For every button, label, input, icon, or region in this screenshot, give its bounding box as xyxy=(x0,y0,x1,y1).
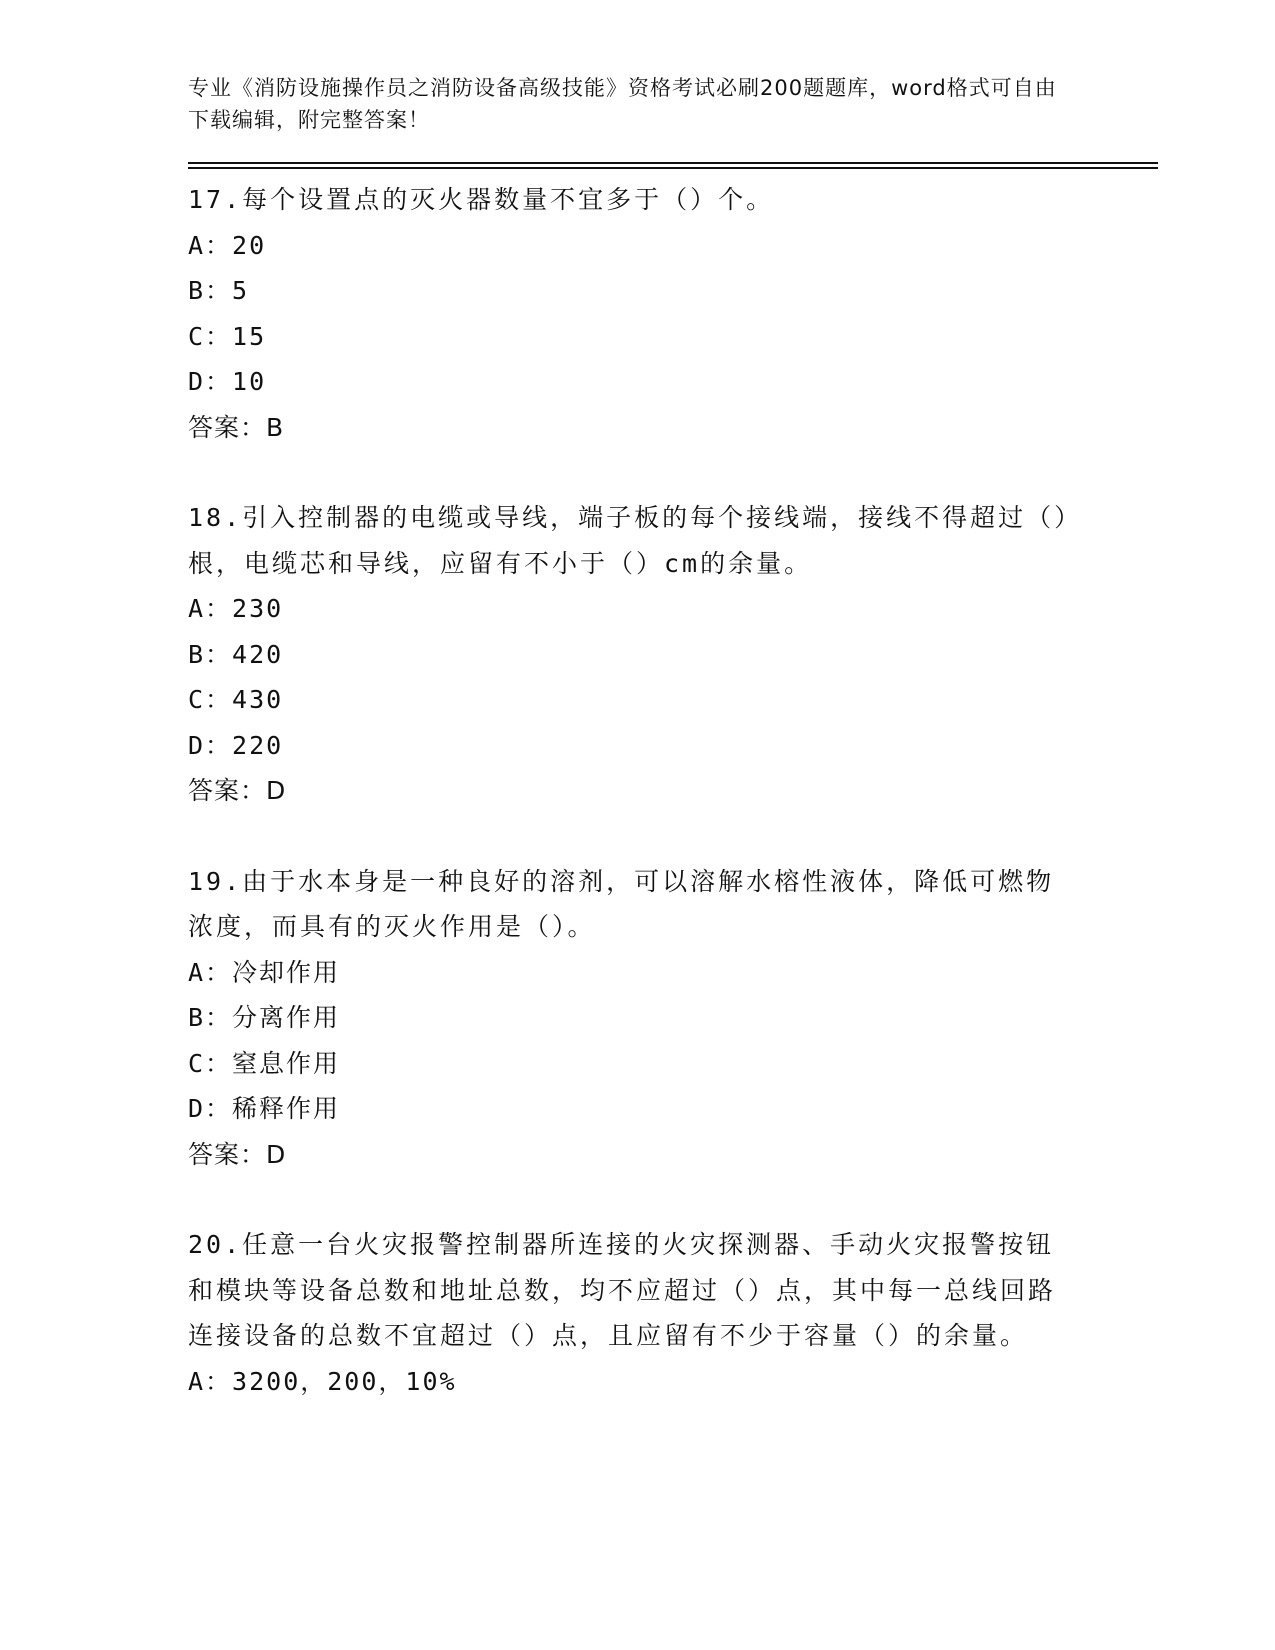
option-a: A：3200，200，10% xyxy=(188,1366,457,1396)
option-a: A：20 xyxy=(188,230,267,260)
question-17 xyxy=(188,177,1158,450)
question-text: 20.任意一台火灾报警控制器所连接的火灾探测器、手动火灾报警按钮和模块等设备总数和地址总数，均不应超过（）点，其中每一总线回路连接设备的总数不宜超过（）点，且应留有不少于容量（）的余量。 xyxy=(188,1230,1057,1350)
option-a: A：冷却作用 xyxy=(188,957,341,987)
option-b: B：分离作用 xyxy=(188,1003,341,1032)
option-b: B：420 xyxy=(188,639,284,669)
answer-text: 答案：D xyxy=(188,776,287,805)
document-header: 专业《消防设施操作员之消防设备高级技能》资格考试必刷200题题库，word格式可自由下载编辑，附完整答案！ xyxy=(188,76,1057,132)
option-d: D：稀释作用 xyxy=(188,1094,341,1123)
header-divider xyxy=(188,162,1158,169)
answer-text: 答案：B xyxy=(188,412,285,442)
question-text: 19.由于水本身是一种良好的溶剂，可以溶解水榕性液体，降低可燃物浓度，而具有的灭火作用是（）。 xyxy=(188,866,1055,941)
question-18 xyxy=(188,495,1158,814)
question-19 xyxy=(188,859,1158,1178)
option-c: C：窒息作用 xyxy=(188,1048,341,1078)
option-d: D：10 xyxy=(188,367,267,396)
question-text: 17.每个设置点的灭火器数量不宜多于（）个。 xyxy=(188,185,775,214)
answer-text: 答案：D xyxy=(188,1139,287,1169)
option-a: A：230 xyxy=(188,594,284,623)
document-page xyxy=(188,72,1158,1449)
option-c: C：430 xyxy=(188,685,284,714)
option-c: C：15 xyxy=(188,321,267,351)
option-b: B：5 xyxy=(188,276,250,305)
question-20 xyxy=(188,1222,1158,1404)
question-text: 18.引入控制器的电缆或导线，端子板的每个接线端，接线不得超过（）根，电缆芯和导线，应留有不小于（）cm的余量。 xyxy=(188,503,1070,578)
option-d: D：220 xyxy=(188,730,284,760)
question-list xyxy=(188,177,1158,1404)
